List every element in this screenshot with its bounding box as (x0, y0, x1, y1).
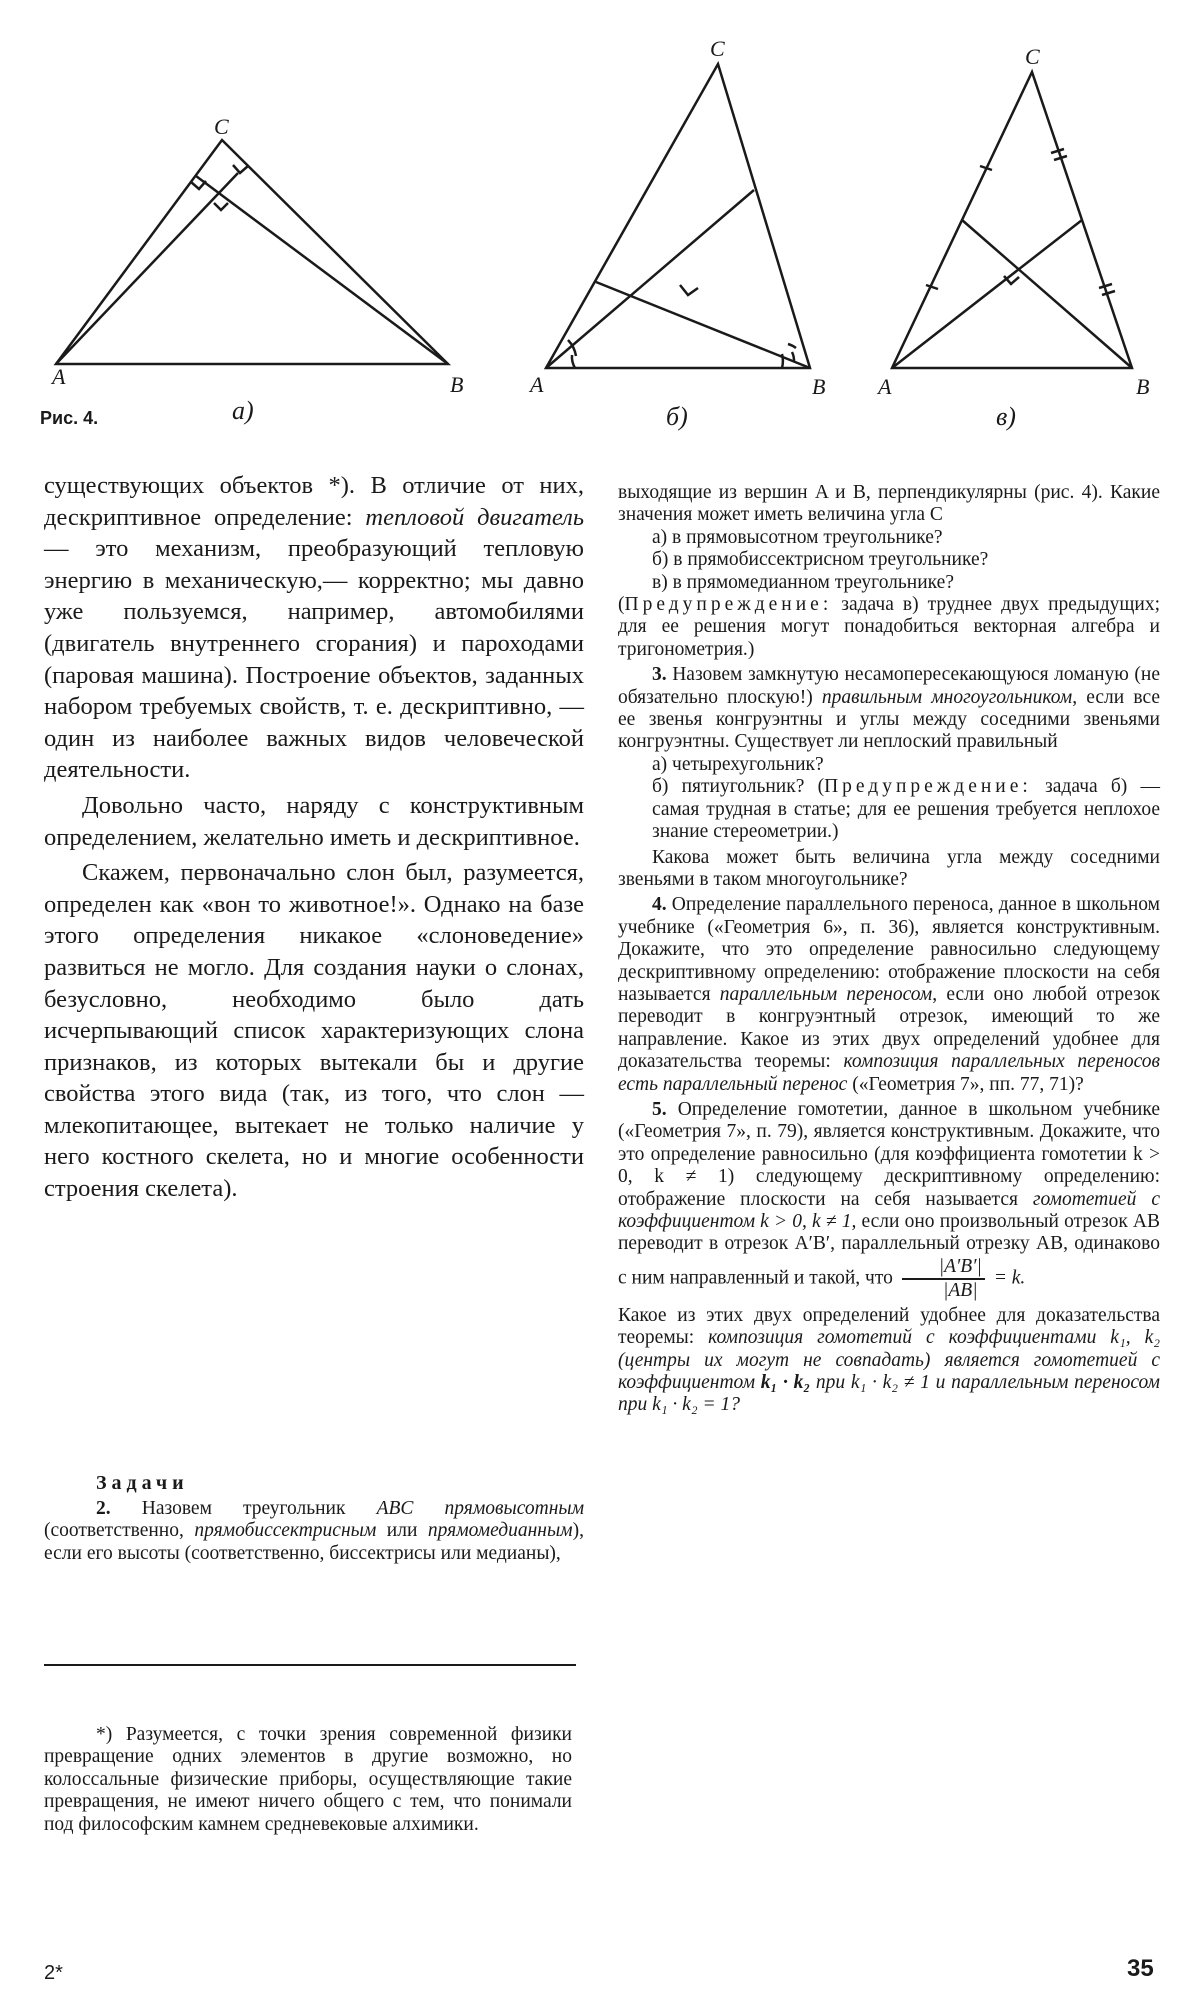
right-column (618, 482, 1160, 1417)
bisector-b-from-A (546, 190, 754, 368)
task-3-qb: б) пятиугольник? (Предупреждение: задача б) — самая трудная в статье; для ее решения требуется неплохое знание стереометрии.) (652, 776, 1160, 843)
label-b-B: B (812, 374, 826, 399)
paragraph-2: Довольно часто, наряду с конструктивным определением, желательно иметь и дескриптивное. (44, 791, 584, 851)
right-angle-mark-b (680, 285, 698, 295)
figure-caption: Рис. 4. (40, 408, 99, 428)
angle-arc-b-A (572, 355, 575, 368)
task-5: 5. Определение гомотетии, данное в школьном учебнике («Геометрия 7», п. 79), является конструктивным. Докажите, что это определение равносильно (для коэффициента гомотетии k > 0, k ≠ 1) следующему дескриптивному определению: отображение плоскости на себя называется гомотетией с коэффициентом k > 0, k ≠ 1, если оно произвольный отрезок AB переводит в отрезок A′B′, параллельный отрезку AB, одинаково с ним направленный и такой, что $\frac{|A'B'|}{|AB|}$ = k. (618, 1098, 1161, 1301)
footnote: *) Разумеется, с точки зрения современной физики превращение одних элементов в другие возможно, но колоссальные физические приборы, осуществляющие такие превращения, не имеют ничего общего с тем, что понимали под философским камнем средневековые алхимики. (44, 1724, 572, 1835)
right-angle-mark-a2 (233, 165, 248, 173)
right-angle-mark-c (1004, 276, 1019, 284)
angle-arc-b-B1 (782, 354, 783, 368)
figure-4 (0, 0, 1200, 440)
altitude-a-from-A (56, 173, 238, 364)
task-3-qa: а) четырехугольник? (652, 753, 824, 775)
label-b-C: C (710, 36, 725, 61)
task-3: 3. Назовем замкнутую несамопересекающуюся ломаную (не обязательно плоскую!) правильным многоугольником, если все ее звенья конгруэнтны и углы между соседними звеньями конгруэнтны. Существует ли неплоский правильный (618, 664, 1161, 753)
label-a-C: C (214, 114, 229, 139)
task-2-cont: выходящие из вершин A и B, перпендикулярны (рис. 4). Какие значения может иметь величина угла C (618, 482, 1160, 526)
label-a-B: B (450, 372, 464, 397)
angle-arc-b-B2 (788, 344, 796, 348)
right-angle-mark-a3 (214, 203, 228, 210)
paragraph-1: существующих объектов *). В отличие от них, дескриптивное определение: тепловой двигатель — это механизм, преобразующий тепловую энергию в механическую,— корректно; мы давно уже пользуемся, например, автомобилями (двигатель внутреннего сгорания) и пароходами (паровая машина). Построение объектов, заданных набором требуемых свойств, т. е. дескриптивно, — один из наиболее важных видов человеческой деятельности. (44, 472, 584, 784)
page-number: 35 (1127, 1955, 1154, 1982)
tick-c-4b (1102, 291, 1115, 295)
paragraph-3: Скажем, первоначально слон был, разумеется, определен как «вон то животное!». Однако на базе этого определения никакое «слоноведение» развиться не могло. Для создания науки о слонах, безусловно, необходимо было дать исчерпывающий список характеризующих слона признаков, из которых вытекали бы и другие свойства этого вида (так, из того, что слон — млекопитающее, вытекает не только наличие у него костного скелета, но и многие особенности строения скелета). (44, 859, 584, 1203)
triangle-a (56, 140, 448, 364)
label-b-A: A (530, 372, 544, 397)
task-4: 4. Определение параллельного переноса, данное в школьном учебнике («Геометрия 6», п. 36), является конструктивным. Докажите, что это определение равносильно следующему дескриптивному определению: отображение плоскости на себя называется параллельным переносом, если оно любой отрезок переводит в конгруэнтный отрезок, имеющий то же направление. Какое из этих двух определений удобнее для доказательства теоремы: композиция параллельных переносов есть параллельный перенос («Геометрия 7», пп. 77, 71)? (618, 894, 1161, 1095)
triangle-c (892, 72, 1132, 368)
sublabel-c: в) (996, 402, 1016, 431)
footnote-rule (44, 1664, 576, 1666)
right-angle-mark-a1 (191, 181, 206, 189)
altitude-a-from-B (196, 176, 448, 364)
label-c-A: A (878, 374, 892, 399)
bisector-b-from-B (596, 282, 810, 368)
task-2-warning: (Предупреждение: задача в) труднее двух предыдущих; для ее решения могут понадобиться векторная алгебра и тригонометрия.) (618, 594, 1160, 660)
ratio-fraction: $\frac{|A'B'|}{|AB|}$ (902, 1256, 985, 1302)
left-column (44, 470, 584, 1205)
task-5-question: Какое из этих двух определений удобнее для доказательства теоремы: композиция гомотетий с коэффициентами k₁, k₂ (центры их могут не совпадать) является гомотетией с коэффициентом k₁ · k₂ при k₁ · k₂ ≠ 1 и параллельным переносом при k₁ · k₂ = 1? (618, 1304, 1161, 1416)
label-a-A: A (52, 364, 66, 389)
label-c-B: B (1136, 374, 1150, 399)
triangle-b (546, 64, 810, 368)
label-c-C: C (1025, 44, 1040, 69)
page-marker-left: 2* (44, 1962, 63, 1984)
task-2-qb: б) в прямобиссектрисном треугольнике? (652, 549, 989, 571)
task-2-qc: в) в прямомедианном треугольнике? (652, 571, 954, 593)
sublabel-a: а) (232, 396, 254, 425)
sublabel-b: б) (666, 402, 688, 431)
task-2-qa: а) в прямовысотном треугольнике? (652, 526, 943, 548)
task-2-start: 2. Назовем треугольник ABC прямовысотным (соответственно, прямобиссектрисным или прямомедианным), если его высоты (соответственно, биссектрисы или медианы), (44, 1498, 585, 1564)
tasks-heading: Задачи (96, 1472, 189, 1494)
task-3-question: Какова может быть величина угла между соседними звеньями в таком многоугольнике? (618, 846, 1160, 890)
